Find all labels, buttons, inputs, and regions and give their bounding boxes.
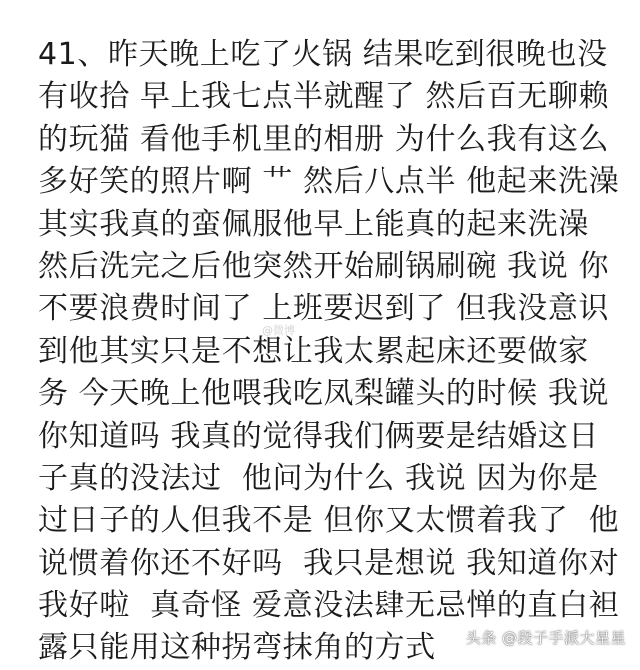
post-line: 你知道吗 我真的觉得我们俩要是结婚这日 <box>38 418 599 454</box>
source-watermark: 头条 @段子手派大星星 <box>465 629 626 647</box>
post-line: 露只能用这种拐弯抹角的方式 <box>38 630 436 666</box>
post-line: 不要浪费时间了 上班要迟到了 但我没意识 <box>38 291 610 327</box>
post-line: 其实我真的蛮佩服他早上能真的起来洗澡 <box>38 206 589 242</box>
post-text <box>38 34 618 670</box>
post-line: 的玩猫 看他手机里的相册 为什么我有这么 <box>38 121 610 157</box>
post-line: 子真的没法过 他问为什么 我说 因为你是 <box>38 460 599 496</box>
post-line: 说惯着你还不好吗 我只是想说 我知道你对 <box>38 545 620 581</box>
post-line: 多好笑的照片啊 艹 然后八点半 他起来洗澡 <box>38 164 620 200</box>
post-line: 务 今天晚上他喂我吃凤梨罐头的时候 我说 <box>38 376 610 412</box>
post-line: 到他其实只是不想让我太累起床还要做家 <box>38 333 589 369</box>
post-line: 我好啦 真奇怪 爱意没法肆无忌惮的直白袒 <box>38 588 620 624</box>
post-line: 然后洗完之后他突然开始刷锅刷碗 我说 你 <box>38 248 610 284</box>
center-watermark: @微博 <box>262 324 295 337</box>
post-line: 有收拾 早上我七点半就醒了 然后百无聊赖 <box>38 79 610 115</box>
post-line: 41、昨天晚上吃了火锅 结果吃到很晚也没 <box>38 37 608 72</box>
post-line: 过日子的人但我不是 但你又太惯着我了 他 <box>38 503 620 539</box>
